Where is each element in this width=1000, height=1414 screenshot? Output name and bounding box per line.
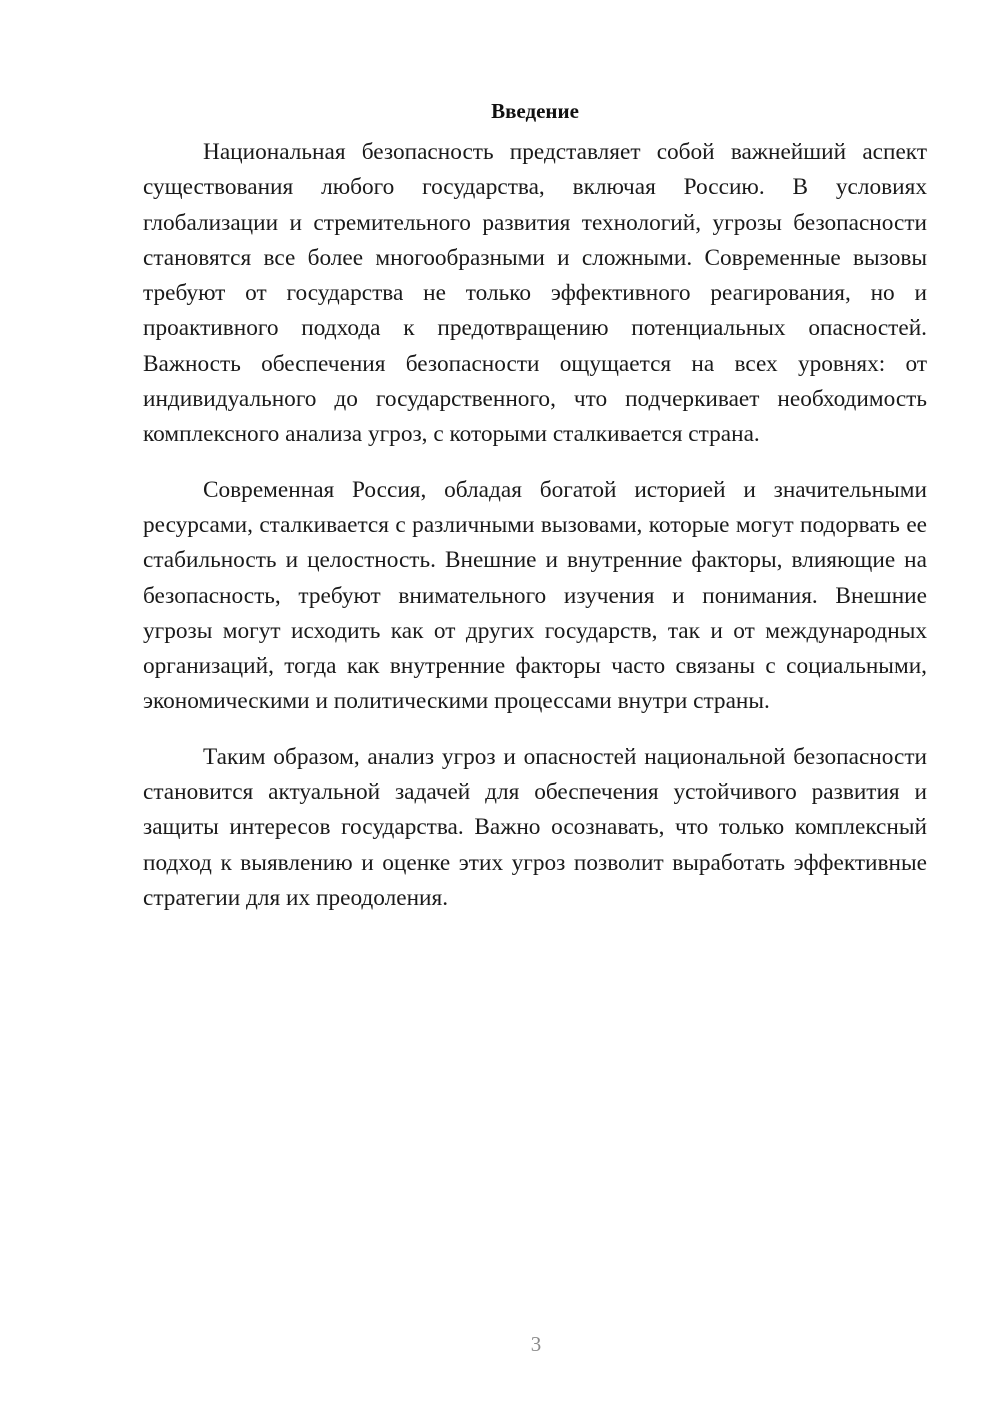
paragraph-2: Современная Россия, обладая богатой историей и значительными ресурсами, сталкивается с различными вызовами, которые могут подорвать ее стабильность и целостность. Внешние и внутренние факторы, влияющие на безопасность, требуют внимательного изучения и понимания. Внешние угрозы могут исходить как от других государств, так и от международных организаций, тогда как внутренние факторы часто связаны с социальными, экономическими и политическими процессами внутри страны.: [143, 476, 927, 715]
paragraph-1: Национальная безопасность представляет собой важнейший аспект существования любого государства, включая Россию. В условиях глобализации и стремительного развития технологий, угрозы безопасности становятся все более многообразными и сложными. Современные вызовы требуют от государства не только эффективного реагирования, но и проактивного подхода к предотвращению потенциальных опасностей. Важность обеспечения безопасности ощущается на всех уровнях: от индивидуального до государственного, что подчеркивает необходимость комплексного анализа угроз, с которыми сталкивается страна.: [143, 139, 927, 448]
page-number: 3: [530, 1332, 542, 1356]
paragraph-3: Таким образом, анализ угроз и опасностей национальной безопасности становится актуальной задачей для обеспечения устойчивого развития и защиты интересов государства. Важно осознавать, что только комплексный подход к выявлению и оценке этих угроз позволит выработать эффективные стратегии для их преодоления.: [143, 743, 927, 911]
page-content: [143, 94, 927, 936]
section-heading: Введение: [491, 99, 579, 123]
